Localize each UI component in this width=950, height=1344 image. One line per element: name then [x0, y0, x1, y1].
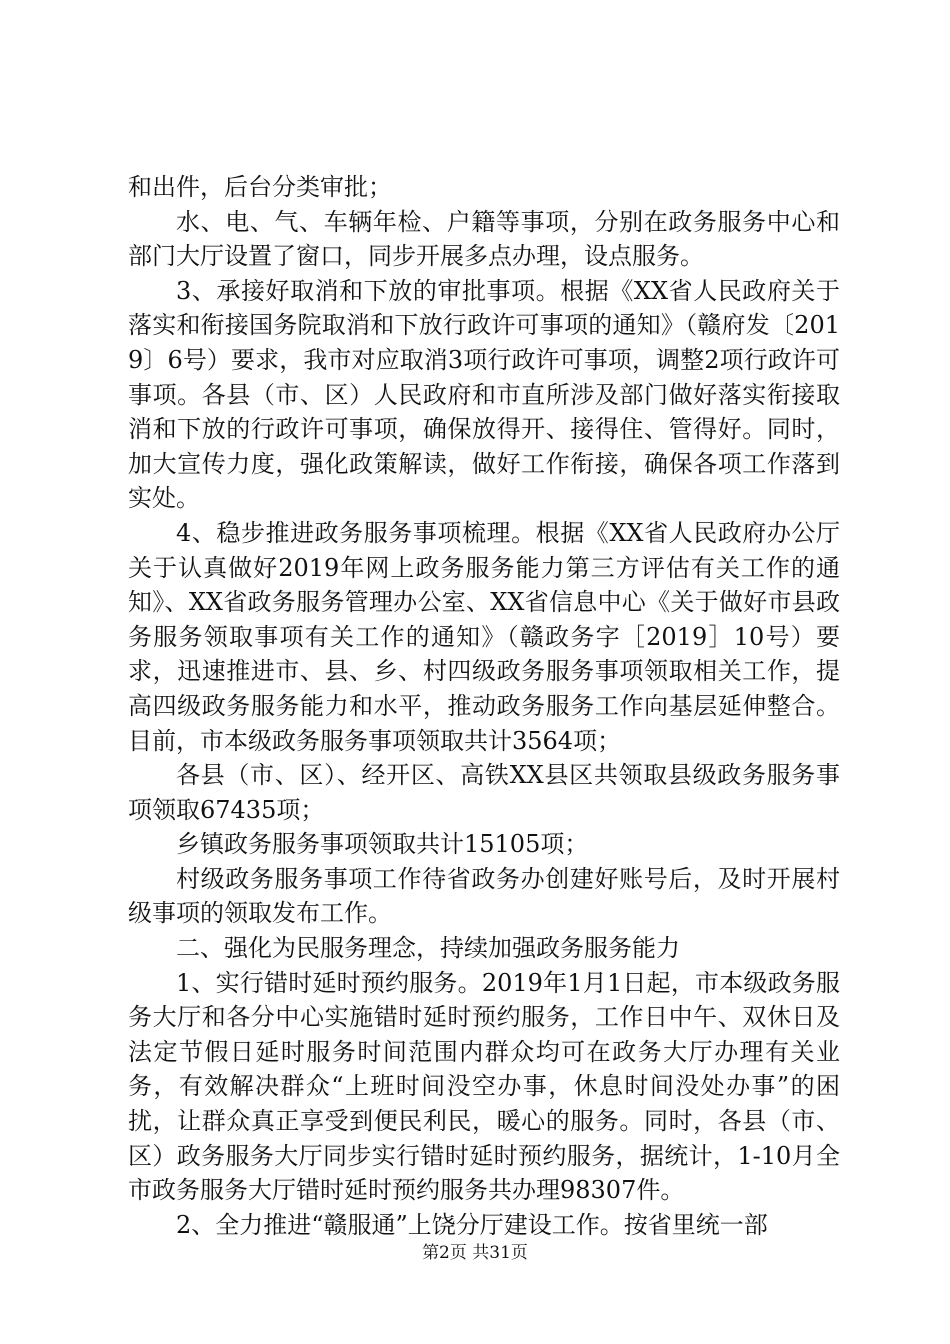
paragraph-4: 4、稳步推进政务服务事项梳理。根据《XX省人民政府办公厅关于认真做好2019年网上政务服务能力第三方评估有关工作的通知》、XX省政务服务管理办公室、XX省信息中心《关于做好市县政务服务领取事项有关工作的通知》（赣政务字［2019］10号）要求，迅速推进市、县、乡、村四级政务服务事项领取相关工作，提高四级政务服务能力和水平，推动政务服务工作向基层延伸整合。目前，市本级政务服务事项领取共计3564项；	[128, 518, 840, 755]
document-body	[128, 170, 840, 1242]
paragraph-5: 各县（市、区）、经开区、高铁XX县区共领取县级政务服务事项领取67435项；	[128, 761, 840, 824]
paragraph-3: 3、承接好取消和下放的审批事项。根据《XX省人民政府关于落实和衔接国务院取消和下放行政许可事项的通知》（赣府发〔2019〕6号）要求，我市对应取消3项行政许可事项，调整2项行政许可事项。各县（市、区）人民政府和市直所涉及部门做好落实衔接取消和下放的行政许可事项，确保放得开、接得住、管得好。同时，加大宣传力度，强化政策解读，做好工作衔接，确保各项工作落到实处。	[128, 276, 840, 513]
paragraph-7: 村级政务服务事项工作待省政务办创建好账号后，及时开展村级事项的领取发布工作。	[128, 864, 840, 928]
paragraph-2: 水、电、气、车辆年检、户籍等事项，分别在政务服务中心和部门大厅设置了窗口，同步开展多点办理，设点服务。	[128, 207, 840, 271]
paragraph-10: 2、全力推进“赣服通”上饶分厅建设工作。按省里统一部	[176, 1210, 768, 1239]
section-heading: 二、强化为民服务理念，持续加强政务服务能力	[176, 934, 680, 963]
paragraph-9: 1、实行错时延时预约服务。2019年1月1日起，市本级政务服务大厅和各分中心实施错时延时预约服务，工作日中午、双休日及法定节假日延时服务时间范围内群众均可在政务大厅办理有关业务，有效解决群众“上班时间没空办事，休息时间没处办事”的困扰，让群众真正享受到便民利民，暖心的服务。同时，各县（市、区）政务服务大厅同步实行错时延时预约服务，据统计，1-10月全市政务服务大厅错时延时预约服务共办理98307件。	[128, 968, 840, 1205]
paragraph-1: 和出件，后台分类审批；	[128, 173, 392, 201]
page-number-footer: 第2页 共31页	[422, 1243, 528, 1263]
paragraph-6: 乡镇政务服务事项领取共计15105项；	[176, 830, 589, 859]
